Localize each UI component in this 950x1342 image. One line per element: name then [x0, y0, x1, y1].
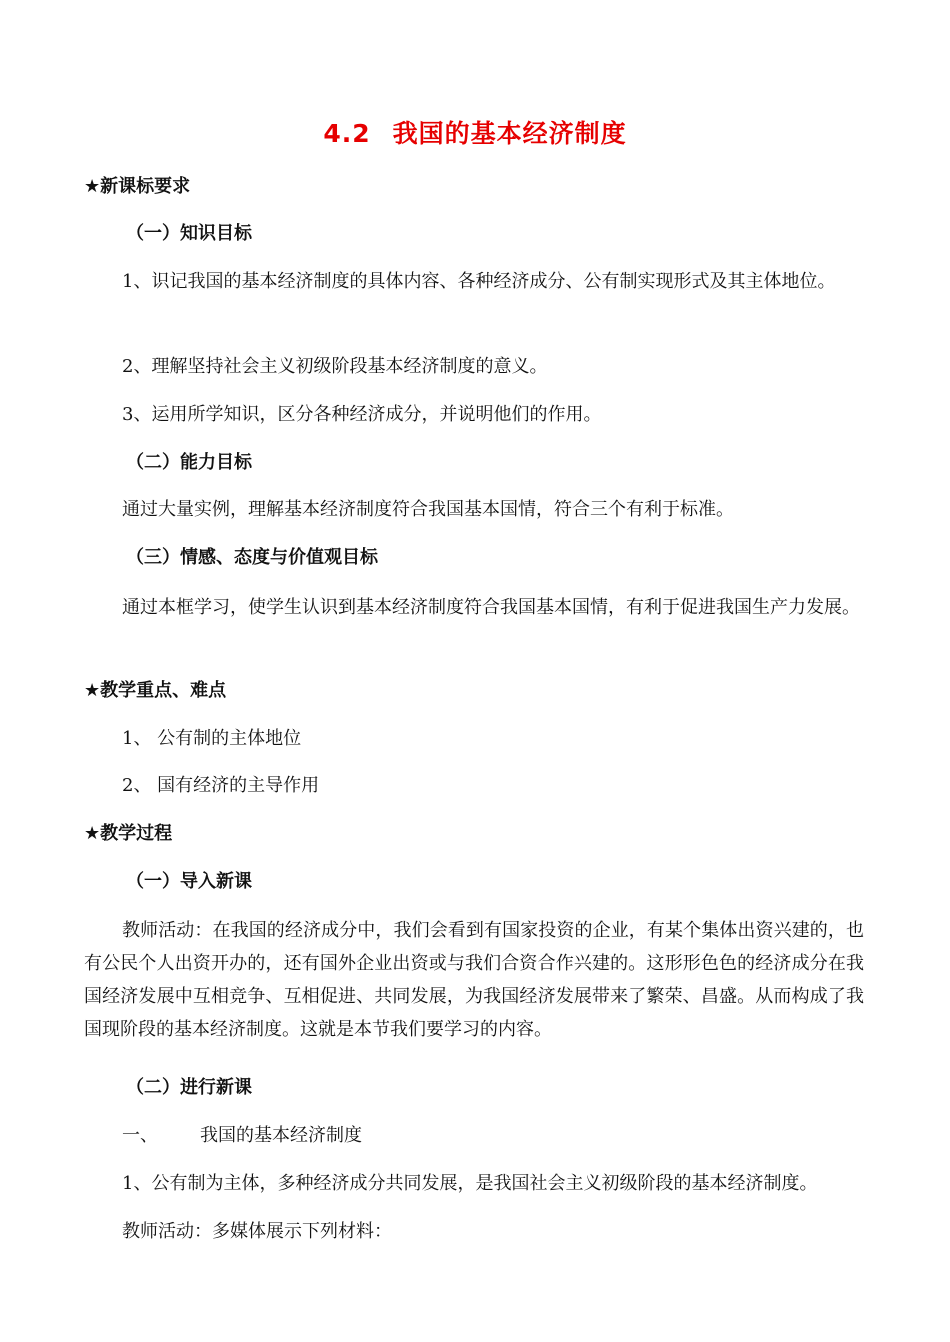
page-title — [0, 114, 950, 150]
lesson-point-title: 我国的基本经济制度 — [200, 1125, 362, 1146]
key-point-1: 1、 公有制的主体地位 — [122, 728, 302, 749]
title-text: 我国的基本经济制度 — [392, 119, 627, 148]
lesson-teacher-activity: 教师活动：多媒体展示下列材料： — [122, 1221, 392, 1242]
section-heading-standards: ★新课标要求 — [84, 176, 191, 197]
section-heading-process: ★教学过程 — [84, 823, 173, 844]
lesson-point-item-1: 1、公有制为主体，多种经济成分共同发展，是我国社会主义初级阶段的基本经济制度。 — [122, 1173, 818, 1194]
knowledge-goal-3: 3、运用所学知识，区分各种经济成分，并说明他们的作用。 — [122, 404, 602, 425]
subheading-introduction: （一）导入新课 — [126, 871, 252, 892]
knowledge-goal-2: 2、理解坚持社会主义初级阶段基本经济制度的意义。 — [122, 356, 548, 377]
subheading-emotion-goals: （三）情感、态度与价值观目标 — [126, 547, 378, 568]
key-point-2: 2、 国有经济的主导作用 — [122, 775, 320, 796]
subheading-ability-goals: （二）能力目标 — [126, 452, 252, 473]
ability-goal-text: 通过大量实例，理解基本经济制度符合我国基本国情，符合三个有利于标准。 — [122, 499, 734, 520]
introduction-text: 教师活动：在我国的经济成分中，我们会看到有国家投资的企业，有某个集体出资兴建的，也有公民个人出资开办的，还有国外企业出资或与我们合资合作兴建的。这形形色色的经济成分在我国经济发展中互相竞争、互相促进、共同发展，为我国经济发展带来了繁荣、昌盛。从而构成了我国现阶段的基本经济制度。这就是本节我们要学习的内容。 — [84, 920, 864, 1040]
section-heading-key-points: ★教学重点、难点 — [84, 680, 227, 701]
emotion-goal-text: 通过本框学习，使学生认识到基本经济制度符合我国基本国情，有利于促进我国生产力发展。 — [122, 597, 860, 618]
subheading-knowledge-goals: （一）知识目标 — [126, 223, 252, 244]
subheading-new-lesson: （二）进行新课 — [126, 1077, 252, 1098]
lesson-point-number: 一、 — [122, 1125, 158, 1146]
knowledge-goal-1: 1、识记我国的基本经济制度的具体内容、各种经济成分、公有制实现形式及其主体地位。 — [122, 271, 836, 292]
title-number: 4.2 — [323, 119, 371, 148]
